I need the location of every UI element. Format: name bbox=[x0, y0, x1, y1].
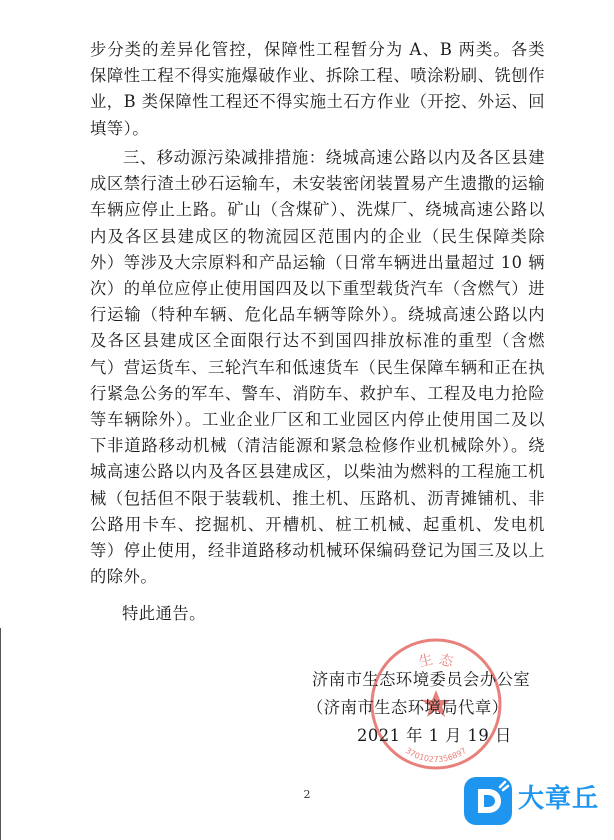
scan-edge-line bbox=[0, 628, 1, 840]
seal-top-text: 生 态 bbox=[417, 651, 455, 671]
seal-code: 3701027356897 bbox=[403, 746, 469, 764]
signature-proxy-note: （济南市生态环境局代章） bbox=[307, 698, 509, 717]
d-logo-icon bbox=[464, 777, 512, 825]
watermark bbox=[464, 770, 614, 832]
signature-date: 2021 年 1 月 19 日 bbox=[357, 726, 512, 745]
signature-organization: 济南市生态环境委员会办公室 bbox=[312, 670, 531, 689]
closing-remark: 特此通告。 bbox=[122, 604, 206, 623]
paragraph-mobile-source-measures: 三、移动源污染减排措施：绕城高速公路以内及各区县建成区禁行渣土砂石运输车，未安装密闭装置易产生遗撒的运输车辆应停止上路。矿山（含煤矿）、洗煤厂、绕城高速公路以内及各区县建成区的物流园区范围内的企业（民生保障类除外）等涉及大宗原料和产品运输（日常车辆进出量超过 10 辆次）的单位应停止使用国四及以下重型载货汽车（含燃气）进行运输（特种车辆、危化品车辆等除外）。绕城高速公路以内及各区县建成区全面限行达不到国四排放标准的重型（含燃气）营运货车、三轮汽车和低速货车（民生保障车辆和正在执行紧急公务的军车、警车、消防车、救护车、工程及电力抢险等车辆除外）。工业企业厂区和工业园区内停止使用国二及以下非道路移动机械（清洁能源和紧急检修作业机械除外）。绕城高速公路以内及各区县建成区，以柴油为燃料的工程施工机械（包括但不限于装载机、推土机、压路机、沥青摊铺机、非公路用卡车、挖掘机、开槽机、桩工机械、起重机、发电机等）停止使用，经非道路移动机械环保编码登记为国三及以上的除外。 bbox=[90, 148, 545, 587]
page-number: 2 bbox=[303, 788, 311, 801]
watermark-brand-text: 大章丘 bbox=[518, 784, 600, 814]
paragraph-continued: 步分类的差异化管控，保障性工程暂分为 A、B 两类。各类保障性工程不得实施爆破作业、拆除工程、喷涂粉刷、铣刨作业，B 类保障性工程还不得实施土石方作业（开挖、外运、回填等）。 bbox=[90, 40, 545, 138]
